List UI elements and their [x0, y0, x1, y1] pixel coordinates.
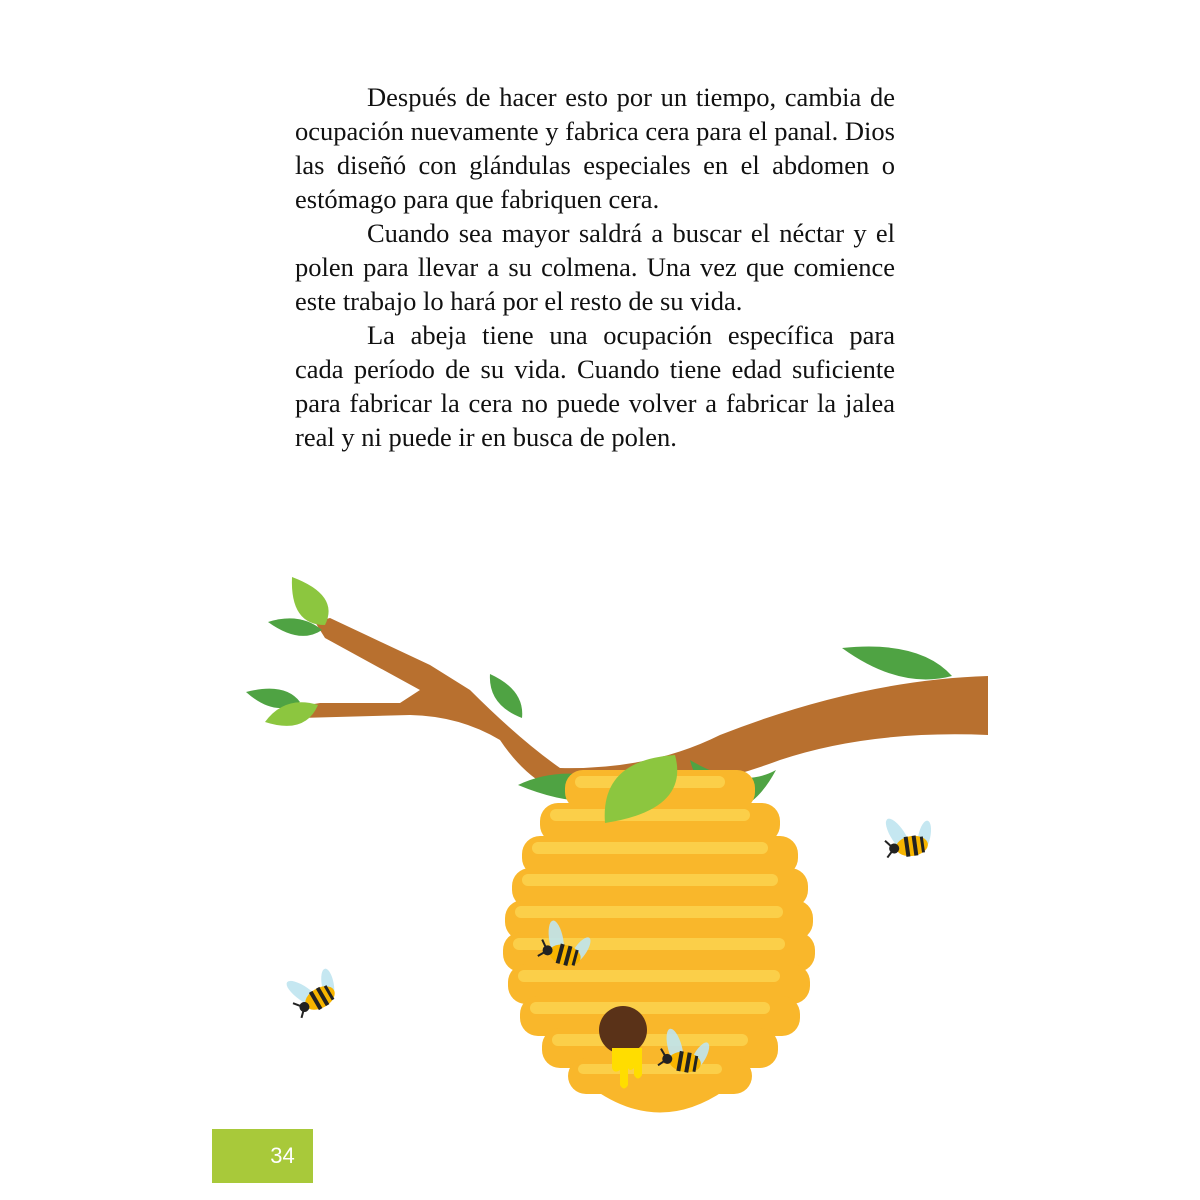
paragraph-3: La abeja tiene una ocupación específica para cada período de su vida. Cuando tiene edad suficiente para fabricar la cera no puede volver a fabricar la jalea real y ni puede ir en busca de polen. — [295, 320, 895, 452]
page-number-tab — [212, 1129, 313, 1183]
paragraph-2: Cuando sea mayor saldrá a buscar el néctar y el polen para llevar a su colmena. Una vez que comience este trabajo lo hará por el resto de su vida. — [295, 218, 895, 316]
page-number: 34 — [270, 1143, 295, 1168]
bee-icon — [280, 957, 346, 1020]
paragraph-1: Después de hacer esto por un tiempo, cambia de ocupación nuevamente y fabrica cera para el panal. Dios las diseñó con glándulas especiales en el abdomen o estómago para que fabriquen cera. — [295, 82, 895, 214]
bee-icon — [881, 810, 938, 860]
